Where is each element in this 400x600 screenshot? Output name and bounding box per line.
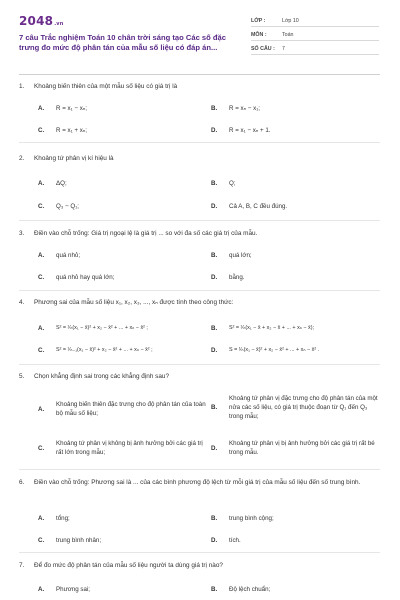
question-text [19,561,223,571]
option-letter: C. [38,274,45,281]
option-text: ΔQ; [56,180,67,187]
option-letter: C. [38,203,45,210]
option-letter: B. [211,252,218,259]
option-letter: A. [38,252,45,259]
site-logo[interactable] [19,14,64,28]
question-text [19,478,374,488]
question-number: 2. [19,155,25,162]
logo-sub-text: .vn [54,21,64,27]
meta-value: Toán [282,32,294,38]
option-letter: D. [211,203,218,210]
option-text: R = xₙ − x₁; [229,105,261,112]
question-number: 1. [19,83,25,90]
question-text [19,298,233,308]
meta-key: LỚP : [251,18,266,24]
question-stem: Để đo mức độ phân tán của mẫu số liệu người ta dùng giá trị nào? [34,562,223,569]
option-formula: S² = ¹⁄ₙ(x₁ − x̄)² + x₂ − x̄² + ... + xₙ − x̄² ; [56,325,148,331]
option-text: R = x₁ − xₙ + 1. [229,127,271,134]
option-text: tích. [229,537,241,544]
option-letter: A. [38,325,45,332]
option-text: Khoảng tứ phân vị bị ảnh hưởng bởi các giá trị rất bé trong mẫu. [229,440,375,456]
option-letter: C. [38,127,45,134]
header-divider [19,74,380,75]
option-letter: B. [211,586,218,593]
question-stem: Khoảng tứ phân vị kí hiệu là [34,155,114,162]
question-divider [19,469,380,470]
option-letter: B. [211,515,218,522]
option-letter: C. [38,537,45,544]
option-formula: S² = ¹⁄ₙ₋₁(x₁ − x̄)² + x₂ − x̄² + ... + xₙ − x̄² ; [56,347,153,353]
option-letter: A. [38,180,45,187]
meta-value: Lớp 10 [282,18,299,24]
question-number: 6. [19,479,25,486]
question-stem: Chọn khẳng định sai trong các khẳng định sau? [34,373,170,380]
option-text: Khoảng tứ phân vị không bị ảnh hưởng bởi các giá trị rất lớn trong mẫu; [56,440,203,456]
option-text: trung bình nhân; [56,537,102,544]
option-text: Độ lệch chuẩn; [229,586,271,593]
question-text [19,154,114,164]
option-text: R = x₁ + xₙ; [56,127,88,134]
logo-main-text: 2048 [19,14,54,28]
option-letter: D. [211,445,218,452]
option-text: quá nhỏ hay quá lớn; [56,274,115,281]
option-letter: D. [211,127,218,134]
option-letter: A. [38,406,45,413]
option-text: Khoảng biến thiên đặc trưng cho độ phân tán của toàn bộ mẫu số liệu; [56,401,206,417]
option-text: tổng; [56,515,70,522]
question-stem: Khoảng biến thiên của một mẫu số liệu có giá trị là [34,83,178,90]
option-letter: C. [38,347,45,354]
question-divider [19,142,380,143]
option-letter: B. [211,180,218,187]
option-text: Phương sai; [56,586,90,593]
option-letter: B. [211,105,218,112]
meta-row-count [251,45,379,55]
meta-key: SỐ CÂU : [251,46,275,52]
meta-row-subject [251,31,379,41]
question-divider [19,290,380,291]
option-text: R = x₁ − xₙ; [56,105,88,112]
question-number: 7. [19,562,25,569]
question-stem: Điền vào chỗ trống: Giá trị ngoại lệ là giá trị ... so với đa số các giá trị của mẫu. [34,230,258,237]
question-stem: Điền vào chỗ trống: Phương sai là ... của các bình phương độ lệch từ mỗi giá trị của mẫu số liệu đến số trung bình. [34,479,361,486]
question-number: 3. [19,230,25,237]
option-letter: B. [211,404,218,411]
option-letter: B. [211,325,218,332]
option-text: bằng. [229,274,245,281]
option-letter: A. [38,515,45,522]
meta-value: 7 [282,46,285,52]
option-letter: A. [38,586,45,593]
option-formula: S = ¹⁄ₙ(x₁ − x̄)² + x₂ − x̄² + ... + xₙ − x̄² . [229,347,320,353]
option-letter: A. [38,105,45,112]
option-letter: D. [211,274,218,281]
question-divider [19,552,380,553]
option-text: quá nhỏ; [56,252,81,259]
question-number: 4. [19,299,25,306]
meta-key: MÔN : [251,32,267,38]
document-header [0,0,400,66]
question-text [19,229,257,239]
option-letter: D. [211,537,218,544]
question-stem: Phương sai của mẫu số liệu x₁, x₂, x₃, ..., xₙ được tính theo công thức: [34,299,234,306]
option-letter: D. [211,347,218,354]
question-number: 5. [19,373,25,380]
question-divider [19,220,380,221]
option-text: trung bình cộng; [229,515,274,522]
document-title: 7 câu Trắc nghiệm Toán 10 chân trời sáng tạo Các số đặc trưng đo mức độ phân tán của mẫu số liệu có đáp án... [19,33,226,52]
question-text [19,82,177,92]
meta-row-grade [251,17,379,27]
option-text: Khoảng tứ phân vị đặc trưng cho độ phân tán của một nửa các số liệu, có giá trị thuộc đoạn từ Q₁ đến Q₃ trong mẫu; [229,395,378,420]
question-divider [19,364,380,365]
option-formula: S² = ¹⁄ₙ(x₁ − x̄ + x₂ − x̄ + ... + xₙ − x̄); [229,325,315,331]
option-text: quá lớn; [229,252,252,259]
option-text: Q; [229,180,236,187]
option-letter: C. [38,445,45,452]
option-text: Q₃ − Q₁; [56,203,80,210]
question-text [19,372,169,382]
option-text: Cả A, B, C đều đúng. [229,203,288,210]
